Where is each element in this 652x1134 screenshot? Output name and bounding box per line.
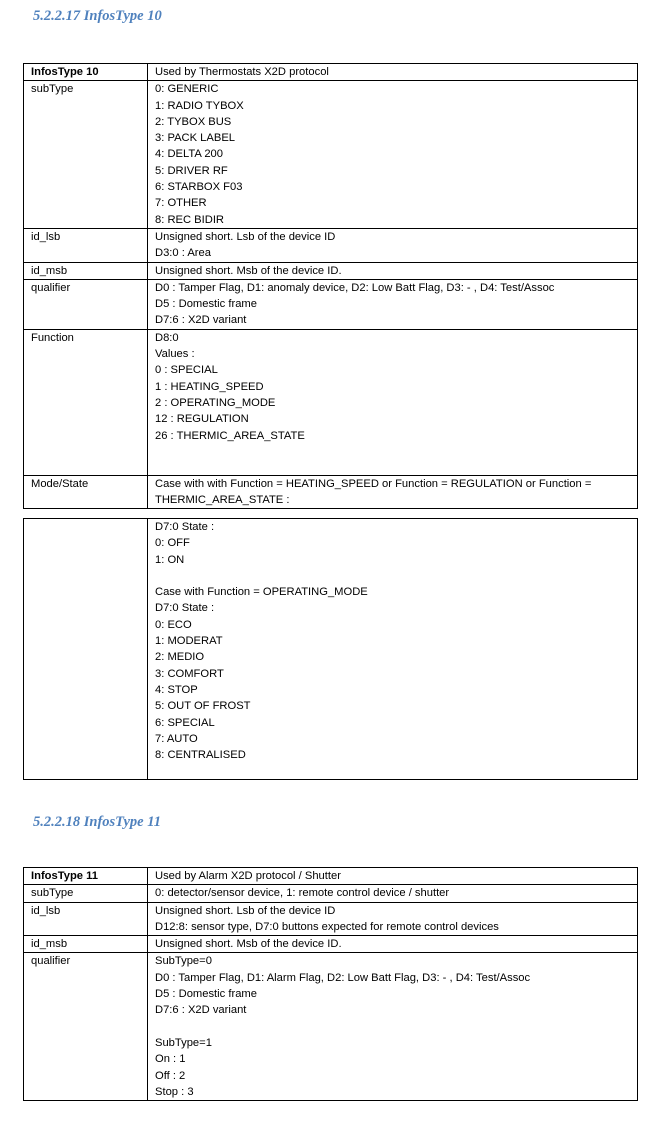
description-line: 6: STARBOX F03 — [155, 181, 243, 194]
description-line: 1: MODERAT — [155, 635, 223, 648]
description-line: 8: CENTRALISED — [155, 749, 246, 762]
description-line: Used by Alarm X2D protocol / Shutter — [155, 870, 341, 882]
section-heading-infostype-11: 5.2.2.18 InfosType 11 — [33, 814, 161, 830]
field-name: subType — [31, 83, 74, 96]
description-line: D8:0 — [155, 331, 179, 344]
field-name-cell — [24, 868, 148, 885]
blank-line — [155, 1019, 633, 1035]
field-description-cell — [148, 868, 638, 885]
description-line: Unsigned short. Lsb of the device ID — [155, 904, 336, 917]
description-line: 12 : REGULATION — [155, 413, 249, 426]
table-row — [24, 936, 638, 953]
table-row — [24, 902, 638, 936]
description-line: 0: detector/sensor device, 1: remote control device / shutter — [155, 887, 450, 900]
field-description-cell — [148, 519, 638, 780]
description-line: D3:0 : Area — [155, 247, 211, 260]
description-line: SubType=1 — [155, 1036, 212, 1049]
description-line: D7:6 : X2D variant — [155, 314, 247, 327]
description-line: 2 : OPERATING_MODE — [155, 396, 276, 409]
table-row — [24, 475, 638, 509]
description-line: SubType=0 — [155, 955, 212, 968]
description-line: 1: RADIO TYBOX — [155, 99, 244, 112]
field-name-cell — [24, 279, 148, 329]
description-line: 26 : THERMIC_AREA_STATE — [155, 429, 305, 442]
field-description-cell — [148, 64, 638, 81]
description-line: 0: GENERIC — [155, 83, 219, 96]
description-line: 1: ON — [155, 553, 185, 566]
description-line: D5 : Domestic frame — [155, 988, 257, 1001]
description-line: Values : — [155, 348, 195, 361]
description-line: D5 : Domestic frame — [155, 298, 257, 311]
description-line: 8: REC BIDIR — [155, 213, 225, 226]
description-line: 4: STOP — [155, 683, 198, 696]
description-line: On : 1 — [155, 1053, 186, 1066]
description-line: 6: SPECIAL — [155, 716, 215, 729]
table-row — [24, 279, 638, 329]
description-line: Used by Thermostats X2D protocol — [155, 66, 329, 78]
field-name-cell — [24, 936, 148, 953]
field-name: id_lsb — [31, 904, 61, 917]
infostype-10-table — [23, 63, 638, 509]
field-name: subType — [31, 887, 74, 900]
description-line: D0 : Tamper Flag, D1: anomaly device, D2: Low Batt Flag, D3: - , D4: Test/Assoc — [155, 281, 555, 294]
field-name: Function — [31, 331, 74, 344]
field-description-cell — [148, 953, 638, 1101]
description-line: D0 : Tamper Flag, D1: Alarm Flag, D2: Low Batt Flag, D3: - , D4: Test/Assoc — [155, 971, 531, 984]
description-line: Case with Function = OPERATING_MODE — [155, 586, 368, 599]
description-line: 5: DRIVER RF — [155, 164, 228, 177]
field-name-cell — [24, 902, 148, 936]
table-row — [24, 262, 638, 279]
field-description-cell — [148, 81, 638, 229]
blank-line — [155, 568, 633, 584]
field-name: InfosType 10 — [31, 66, 99, 78]
field-name-cell — [24, 475, 148, 509]
section-heading-infostype-10: 5.2.2.17 InfosType 10 — [33, 8, 162, 24]
description-line: 0: ECO — [155, 618, 192, 631]
table-row — [24, 329, 638, 475]
field-description-cell — [148, 329, 638, 475]
table-row — [24, 885, 638, 902]
field-description-cell — [148, 936, 638, 953]
field-name: Mode/State — [31, 477, 89, 490]
field-description-cell — [148, 228, 638, 262]
field-name: id_lsb — [31, 230, 61, 243]
field-name-cell — [24, 953, 148, 1101]
table-row — [24, 81, 638, 229]
description-line: 2: TYBOX BUS — [155, 115, 232, 128]
field-name-cell — [24, 885, 148, 902]
description-line: Unsigned short. Lsb of the device ID — [155, 230, 336, 243]
description-line: Unsigned short. Msb of the device ID. — [155, 938, 342, 951]
description-line: 7: AUTO — [155, 732, 198, 745]
infostype-10-continuation-table — [23, 518, 638, 780]
table-row — [24, 953, 638, 1101]
field-name-cell — [24, 228, 148, 262]
description-line: D7:0 State : — [155, 602, 215, 615]
description-line: 5: OUT OF FROST — [155, 700, 251, 713]
description-line: 0 : SPECIAL — [155, 364, 218, 377]
field-name-cell — [24, 81, 148, 229]
table-row — [24, 64, 638, 81]
description-line: 7: OTHER — [155, 197, 207, 210]
field-description-cell — [148, 279, 638, 329]
field-name-cell — [24, 519, 148, 780]
field-description-cell — [148, 262, 638, 279]
description-line: Case with with Function = HEATING_SPEED or Function = REGULATION or Function = THERMIC_AREA_STATE : — [155, 477, 592, 507]
field-name: id_msb — [31, 264, 68, 277]
description-line: D12:8: sensor type, D7:0 buttons expected for remote control devices — [155, 920, 499, 933]
description-line: D7:0 State : — [155, 521, 215, 533]
field-name: qualifier — [31, 281, 71, 294]
description-line: D7:6 : X2D variant — [155, 1004, 247, 1017]
field-name: qualifier — [31, 955, 71, 968]
description-line: Stop : 3 — [155, 1085, 194, 1098]
field-name: id_msb — [31, 938, 68, 951]
description-line: 1 : HEATING_SPEED — [155, 380, 264, 393]
table-row — [24, 228, 638, 262]
field-description-cell — [148, 902, 638, 936]
description-line: 0: OFF — [155, 537, 190, 550]
field-name-cell — [24, 262, 148, 279]
infostype-11-table — [23, 867, 638, 1101]
description-line: Off : 2 — [155, 1069, 186, 1082]
description-line: 4: DELTA 200 — [155, 148, 223, 161]
table-row — [24, 868, 638, 885]
description-line: 3: PACK LABEL — [155, 132, 236, 145]
field-description-cell — [148, 885, 638, 902]
field-name-cell — [24, 329, 148, 475]
description-line: 2: MEDIO — [155, 651, 205, 664]
description-line: Unsigned short. Msb of the device ID. — [155, 264, 342, 277]
field-description-cell — [148, 475, 638, 509]
field-name: InfosType 11 — [31, 870, 98, 882]
description-line: 3: COMFORT — [155, 667, 224, 680]
field-name-cell — [24, 64, 148, 81]
table-row — [24, 519, 638, 780]
